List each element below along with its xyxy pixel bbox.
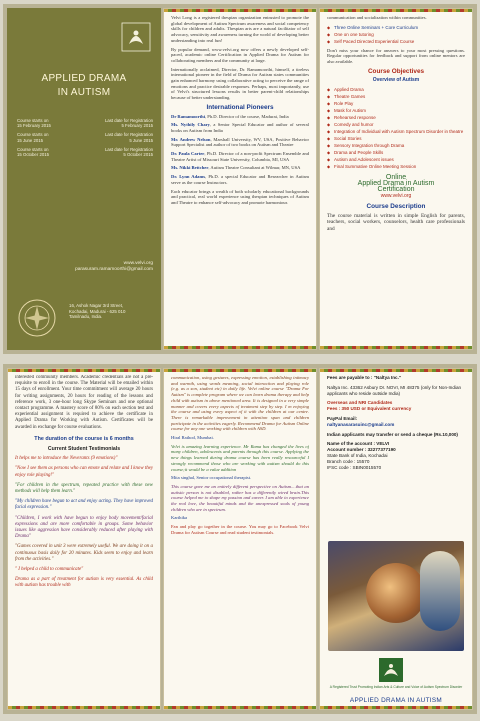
border-strip — [320, 706, 472, 709]
objectives-panel — [319, 8, 473, 350]
email-link[interactable]: parasuram.ramamoorthi@gmail.com — [75, 267, 153, 272]
feature-item: ◆ One on one tutoring — [327, 31, 465, 38]
testimonials-panel — [163, 368, 317, 710]
border-strip — [320, 369, 472, 372]
date-row: Course starts on 15 February 2015 Last date for Registration 5 February 2015 — [17, 118, 153, 129]
objectives-list — [327, 86, 465, 170]
intro-panel — [163, 8, 317, 350]
payment-panel — [319, 368, 473, 710]
objective-item: ◆ Sensory Integration through Drama — [327, 142, 465, 149]
pioneers-list — [171, 114, 309, 186]
border-strip — [164, 369, 316, 372]
border-strip — [164, 706, 316, 709]
objective-item: ◆ Integration of Individual with Autism Spectrum Disorder in theatre — [327, 128, 465, 135]
intro-paragraph: Internationally acclaimed, Director, Dr. Ramamoorthi, himself, a tireless international pioneer in the field of Drama for Autism states communities gain enhanced harmony using collaborative acting to perceive the range of emotions and practice desirable responses. Perhaps, most importantly, use of Velvi's structured lessons results in better parent-child relationships because of better understanding. — [171, 66, 309, 101]
testimonial-item: " I helped a child to communicate" — [15, 567, 84, 573]
postal-address: 16, Ashok Nagar 3rd Street, Kochadai, Madurai - 625 010 Tamilnadu, India. — [69, 303, 126, 320]
testimonial-item: "Games covered in unit 3 were extremely useful. We are doing it on a continuous basis daily for 20 minutes. Kids seem to enjoy and learn from the activities." — [15, 544, 153, 562]
certification-block: Online Applied Drama in Autism Certification www.velvi.org — [327, 175, 465, 200]
pioneers-heading: International Pioneers — [206, 103, 274, 111]
pioneer-item: Mr. Andrew Nelson, Marshall University, WV, USA, Positive Behavior Support Specialist and author of two books on Autism and Theatre — [171, 136, 309, 148]
back-cover-title: APPLIED DRAMA IN AUTISM — [349, 697, 443, 704]
features-list — [327, 24, 465, 45]
pioneers-closing: Each educator brings a wealth of both scholarly educational backgrounds and practical, real world experience using thespian techniques of Autism and Theatre to enhance self-advocacy and promote harmonious — [171, 188, 309, 205]
date-row: Course starts on 15 June 2015 Last date for Registration 5 June 2015 — [17, 132, 153, 143]
date-row: Course starts on 15 October 2015 Last date for Registration 5 October 2015 — [17, 146, 153, 158]
pioneer-item: Dr. Lynn Adams, Ph.D. a special Educator and Researcher in Autism serve as the course Instructors. — [171, 174, 309, 185]
objective-item: ◆ Mask for Autism — [327, 107, 465, 114]
lotus-ornament-icon — [17, 298, 57, 338]
border-strip — [164, 346, 316, 349]
brochure-outside — [3, 4, 477, 354]
pioneer-item: Dr Ramamoorthi, Ph.D. Director of the course, Madurai, India — [171, 113, 289, 119]
testimonial-item: Drama as a part of treatment for autism is very essential. As child with autism has trouble with — [15, 577, 153, 589]
testimonial-long: communication, using gestures, expressing emotion, establishing intimacy and warmth, using words meaning, social interaction and playing role (e.g. as a son, student etc) in daily life. Velvi online course "Drama For Autism" is complete program where we can learn drama therapy and help child with autism in above mentioned area. It is designed in a very simple manner and covers every aspects of treatment step by step. I m enjoying the course and using every aspect of it with the children at our centre. There is remarkable improvement in attention span and children participate in the activities eagerly. Recommend Drama for Autism Online course for any one working with children with ASD. — [171, 375, 309, 432]
certification-url[interactable]: www.velvi.org — [380, 193, 412, 200]
objective-item: ◆ Applied Drama — [327, 86, 465, 93]
border-strip — [8, 369, 160, 372]
feature-item: ◆ Three Online Seminars + Core Curriculum — [327, 24, 465, 31]
border-strip — [164, 9, 316, 12]
pioneer-item: Ms. Nikki Bettcher, Autism Theatre Consultant at Wilmar, MN, USA — [171, 165, 301, 171]
overseas-fees: Overseas and NRI Candidates Fees : 350 USD or Equivalent currency — [327, 400, 412, 412]
bank-details: Name of the account : VELVI Account number : 32277377190 State Bank of India, Kochadai Branch code : 15570 IFSC code : SBIN0015570 — [327, 441, 396, 470]
objectives-heading: Course Objectives — [367, 67, 425, 75]
velvi-logo-icon — [378, 657, 404, 683]
testimonial-signature: Hiral Rathod, Mumbai. — [171, 435, 214, 441]
paypal-block: PayPal Email: naltyanasarasuinc@gmail.com — [327, 415, 395, 427]
objectives-lead: communication and socialization within communities. — [327, 15, 427, 20]
testimonials-list — [15, 456, 153, 589]
objective-item: ◆ Final Summative Online Meeting Session — [327, 163, 465, 170]
testimonial-signature: Karthika — [171, 515, 188, 521]
payee-address: Naltya Inc. 43362 Asbury Dr. NOVI, MI 48375 (only for Non-Indian applicants who reside outside India) — [327, 384, 462, 396]
objectives-subheading: Overview of Autism — [372, 76, 420, 83]
website-link[interactable]: www.velvi.org — [123, 261, 153, 266]
details-panel — [7, 368, 161, 710]
course-details: interested community members. Academic credentials are not a pre-requisite to enroll in the course. The Material will be emailed within 15 days of enrollment. Your time commitment will average 20 hours for writing assignments, 20 hours for reading of the lessons and reference work, 3 one-hour long Skype Seminars and one optional contact programme. A mastery score of 80% on each section test and experiential assignment is required to achieve the certificate in Applied Drama for Working with Autism. Certificates will be awarded in exchange for course evaluations. — [15, 375, 153, 430]
border-strip — [8, 706, 160, 709]
intro-paragraph: Velvi Long is a registered thespian organization entrusted to promote the global development of Autism Spectrum awareness and social competency skills for children and adults. Thespian arts are a natural facilitator of self advocacy, sensitivity and awareness turning the world of developing better understanding into real fun! — [171, 15, 309, 43]
description-text: The course material is written in simple English for parents, teachers, social workers, counselors, health care professionals and — [327, 212, 465, 232]
brochure-inside — [3, 364, 477, 714]
facebook-note: Fan and play go together in the course. You may go to Facebook Velvi Drama for Autism Course and read student testimonials. — [171, 524, 309, 535]
objective-item: ◆ Drama and People Skills — [327, 149, 465, 156]
objective-item: ◆ Autism and Adolescent issues — [327, 156, 465, 163]
child-photo — [328, 541, 464, 651]
pioneer-item: Ms. Nythily Chary, a Senior Special Educator and author of several books on Autism from India — [171, 122, 309, 133]
border-strip — [320, 9, 472, 12]
testimonial-item: "My children have begun to act and enjoy acting. They have improved facial expression." — [15, 499, 153, 511]
testimonial-item: "For children in the spectrum, repeated practice with these new methods will help them learn." — [15, 482, 153, 495]
testimonials-heading: Current Student Testimonials — [47, 446, 121, 453]
objective-item: ◆ Comedy and humor — [327, 121, 465, 128]
testimonial-signature: Mita singhal, Senior occupational therapist. — [171, 475, 252, 481]
testimonial-item: It helps me to introduce the Neverants (9 emotions)" — [15, 456, 118, 462]
velvi-logo-icon — [121, 22, 151, 52]
testimonial-long: Velvi is amazing learning experience. Mr Rama has changed the lives of many children, adolescents and parents through this course. Applying the new things learned during drama course has been really resourceful I strongly recommend those who are working with autism should do this course;it would be a value addition — [171, 443, 309, 472]
photo-figure — [366, 563, 426, 623]
paypal-email-link[interactable]: naltyanasarasuinc@gmail.com — [327, 421, 395, 427]
objective-item: ◆ Role Play — [327, 100, 465, 107]
objective-item: ◆ Social Stories — [327, 135, 465, 142]
testimonial-item: "Now I see them as persons who can emote and relate and I know they enjoy role playing!" — [15, 466, 153, 478]
testimonial-item: "Children, I work with have begun to enjoy body movement/facial expressions and are more comfortable in groups. Some behavior issues like aggression have considerably reduced after playing with Drama" — [15, 515, 153, 540]
testimonial-long: This course gave me an entirely different perspective on Autism....that an autistic person is not disabled, rather has a differently wired brain.This course helped me to shape my passion and career. I am able to experience the real love, the beautiful minds and the unexpressed souls of young children who are in spectrum. — [171, 483, 309, 512]
duration-note: The duration of the course is 6 months — [34, 435, 134, 442]
course-dates — [17, 118, 153, 161]
objective-item: ◆ Theatre Games — [327, 93, 465, 100]
intro-paragraph: By popular demand, www.velvi.org now offers a newly developed self-paced, academic online Certification in Applied Drama for Autism for collaborating members and the community at large. — [171, 46, 309, 63]
pioneer-item: Dr. Paula Carter, Ph.D. Director of a non-profit Spectrum Ensemble and Theatre Artist of Missouri State University, Columbia, MI, USA — [171, 151, 309, 162]
organization-tagline: A Registered Trust Promoting Indian Arts & Culture and Voice of Autism Spectrum Disorder — [329, 685, 463, 689]
cover-title: APPLIED DRAMA IN AUTISM — [41, 73, 127, 98]
cover-panel — [7, 8, 161, 350]
objective-item: ◆ Rehearsed response — [327, 114, 465, 121]
description-heading: Course Description — [366, 203, 426, 211]
objectives-lead-2: Don't miss your chance for answers to your most pressing questions. Regular opportunities for feedback and support from online mentors are also available. — [327, 47, 465, 65]
feature-item: ◆ Self Paced Directed Experiential Course — [327, 38, 465, 45]
cover-contact — [75, 261, 153, 273]
border-strip — [320, 346, 472, 349]
photo-figure — [420, 551, 460, 631]
payable-line: Fees are payable to : "Naltya Inc." — [327, 375, 402, 380]
indian-note: Indian applicants may transfer or send a cheque (Rs.10,000) — [327, 431, 458, 437]
